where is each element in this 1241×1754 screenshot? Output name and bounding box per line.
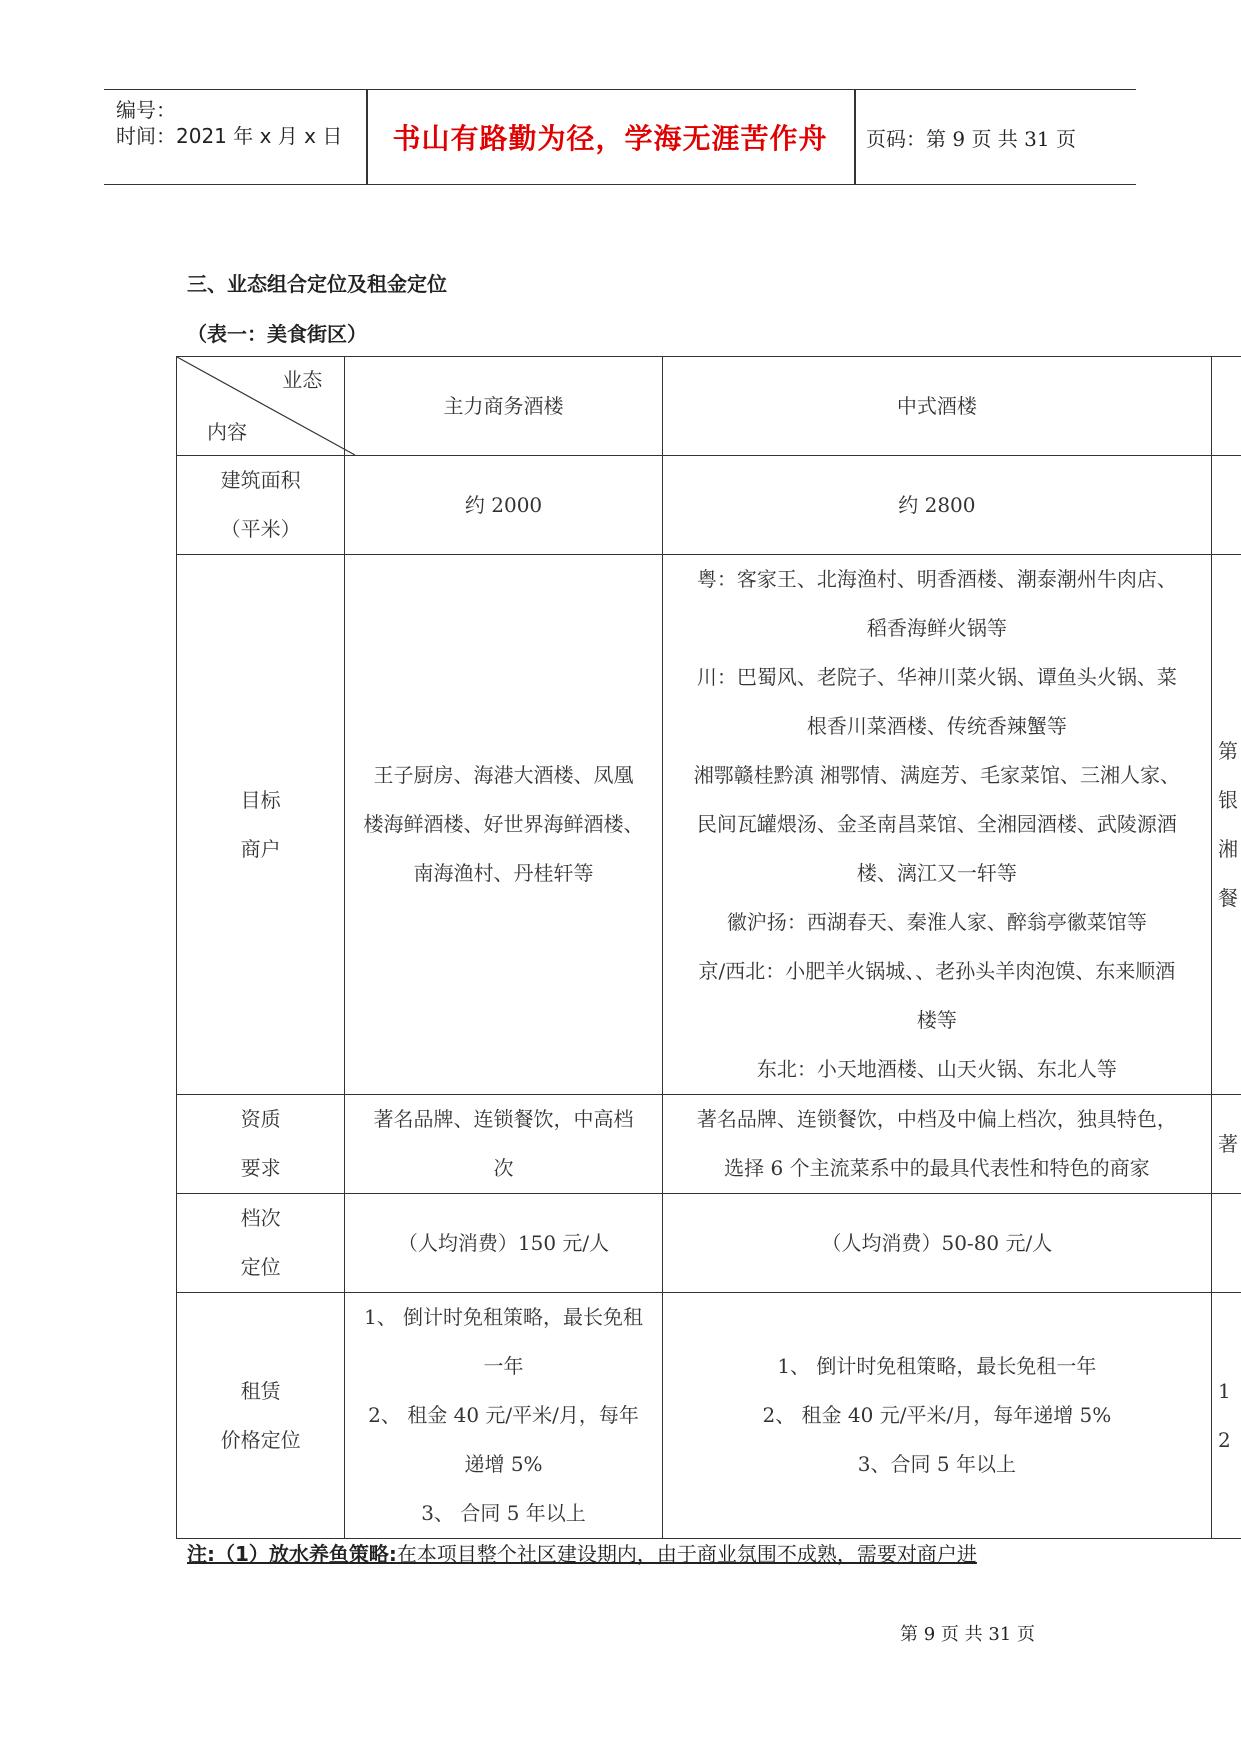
row-label: 档次 定位: [177, 1194, 345, 1293]
table-row: [177, 1095, 1241, 1194]
row-label: 建筑面积 （平米）: [177, 456, 345, 555]
corner-top-label: 业态: [282, 368, 323, 392]
column-header: 主力商务酒楼: [345, 357, 662, 456]
table-row: [177, 1293, 1241, 1539]
header-meta: [104, 90, 366, 184]
code-label: 编号：: [116, 98, 176, 122]
note-lead: 注:（1）放水养鱼策略:: [187, 1542, 397, 1566]
header-motto: 书山有路勤为径，学海无涯苦作舟: [392, 122, 828, 155]
page-footer: 第 9 页 共 31 页: [900, 1624, 1035, 1645]
table-row: [177, 1194, 1241, 1293]
header-divider: [854, 90, 856, 184]
table-note: [187, 1538, 977, 1567]
table-cell: [1212, 456, 1241, 555]
table-cell: 1、 倒计时免租策略，最长免租一年 2、 租金 40 元/平米/月，每年递增 5% 3、合同 5 年以上: [662, 1293, 1211, 1539]
table-header-row: [177, 357, 1241, 456]
row-label: 租赁 价格定位: [177, 1293, 345, 1539]
table-cell: 1、 倒计时免租策略，最长免租 一年 2、 租金 40 元/平米/月，每年 递增 5% 3、 合同 5 年以上: [345, 1293, 662, 1539]
table-cell: （人均消费）150 元/人: [345, 1194, 662, 1293]
table-cell: 著名品牌、连锁餐饮，中档及中偏上档次，独具特色， 选择 6 个主流菜系中的最具代表性和特色的商家: [662, 1095, 1211, 1194]
table-row: [177, 456, 1241, 555]
table-caption: （表一：美食街区）: [187, 322, 367, 346]
corner-bottom-label: 内容: [207, 420, 247, 444]
business-format-table: [176, 356, 1241, 1539]
column-header: [1212, 357, 1241, 456]
table-cell: （人均消费）50-80 元/人: [662, 1194, 1211, 1293]
table-cell: 著: [1212, 1095, 1241, 1194]
table-cell: 第 银 湘 餐: [1212, 555, 1241, 1095]
table-cell: 王子厨房、海港大酒楼、凤凰 楼海鲜酒楼、好世界海鲜酒楼、 南海渔村、丹桂轩等: [345, 555, 662, 1095]
table-cell: [1212, 1194, 1241, 1293]
table-row: [177, 555, 1241, 1095]
table-cell: 著名品牌、连锁餐饮，中高档 次: [345, 1095, 662, 1194]
diagonal-line: [177, 357, 355, 455]
row-label: 资质 要求: [177, 1095, 345, 1194]
table-container: [176, 356, 1241, 1539]
note-text: 在本项目整个社区建设期内，由于商业氛围不成熟，需要对商户进: [396, 1542, 977, 1566]
table-cell: 1 2: [1212, 1293, 1241, 1539]
table-cell: 粤：客家王、北海渔村、明香酒楼、潮泰潮州牛肉店、 稻香海鲜火锅等 川：巴蜀风、老院子、华神川菜火锅、谭鱼头火锅、菜 根香川菜酒楼、传统香辣蟹等 湘鄂赣桂黔滇 湘鄂情、满庭芳、毛家菜馆、三湘人家、 民间瓦罐煨汤、金圣南昌菜馆、全湘园酒楼、武陵源酒 楼、漓江又一轩等 徽沪扬：西湖春天、秦淮人家、醉翁亭徽菜馆等 京/西北：小肥羊火锅城、、老孙头羊肉泡馍、东来顺酒 楼等 东北：小天地酒楼、山天火锅、东北人等: [662, 555, 1211, 1095]
section-title: 三、业态组合定位及租金定位: [187, 272, 447, 296]
table-cell: 约 2800: [662, 456, 1211, 555]
column-header: 中式酒楼: [662, 357, 1211, 456]
corner-cell: [177, 357, 345, 456]
time-label: 时间：2021 年 x 月 x 日: [116, 124, 343, 148]
row-label: 目标 商户: [177, 555, 345, 1095]
document-header: [104, 89, 1136, 185]
table-cell: 约 2000: [345, 456, 662, 555]
header-page-label: 页码：第 9 页 共 31 页: [866, 126, 1076, 151]
